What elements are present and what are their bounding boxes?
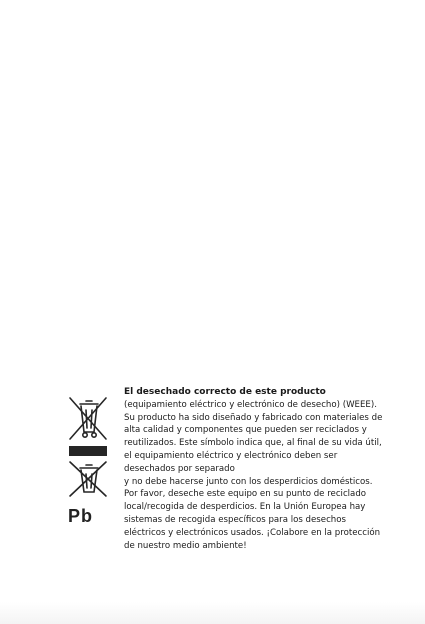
notice-line: y no debe hacerse junto con los desperdicios domésticos. <box>124 476 373 487</box>
separate-collection-bar <box>69 446 107 456</box>
notice-line: el equipamiento eléctrico y electrónico deben ser <box>124 450 338 461</box>
notice-line: local/recogida de desperdicios. En la Unión Europea hay <box>124 502 366 513</box>
lead-symbol-label: Pb <box>68 506 94 526</box>
notice-line: Por favor, deseche este equipo en su punto de reciclado <box>124 489 367 500</box>
crossed-out-wheelie-bin-icon-lead <box>66 458 110 506</box>
crossed-out-wheelie-bin-icon <box>66 394 110 442</box>
notice-line: reutilizados. Este símbolo indica que, al final de su vida útil, <box>124 438 382 449</box>
notice-line: de nuestro medio ambiente! <box>124 540 247 551</box>
notice-heading: El desechado correcto de este producto <box>124 387 326 397</box>
notice-line: alta calidad y componentes que pueden ser reciclados y <box>124 425 367 436</box>
disposal-symbols <box>66 394 110 526</box>
notice-line: desechados por separado <box>124 463 235 474</box>
notice-line: eléctricos y electrónicos usados. ¡Colabore en la protección <box>124 527 381 538</box>
disposal-text <box>124 386 414 552</box>
page-bottom-edge <box>0 602 425 624</box>
notice-line: sistemas de recogida específicos para los desechos <box>124 514 346 525</box>
notice-line: Su producto ha sido diseñado y fabricado con materiales de <box>124 412 383 423</box>
notice-line: (equipamiento eléctrico y electrónico de desecho) (WEEE). <box>124 399 377 410</box>
